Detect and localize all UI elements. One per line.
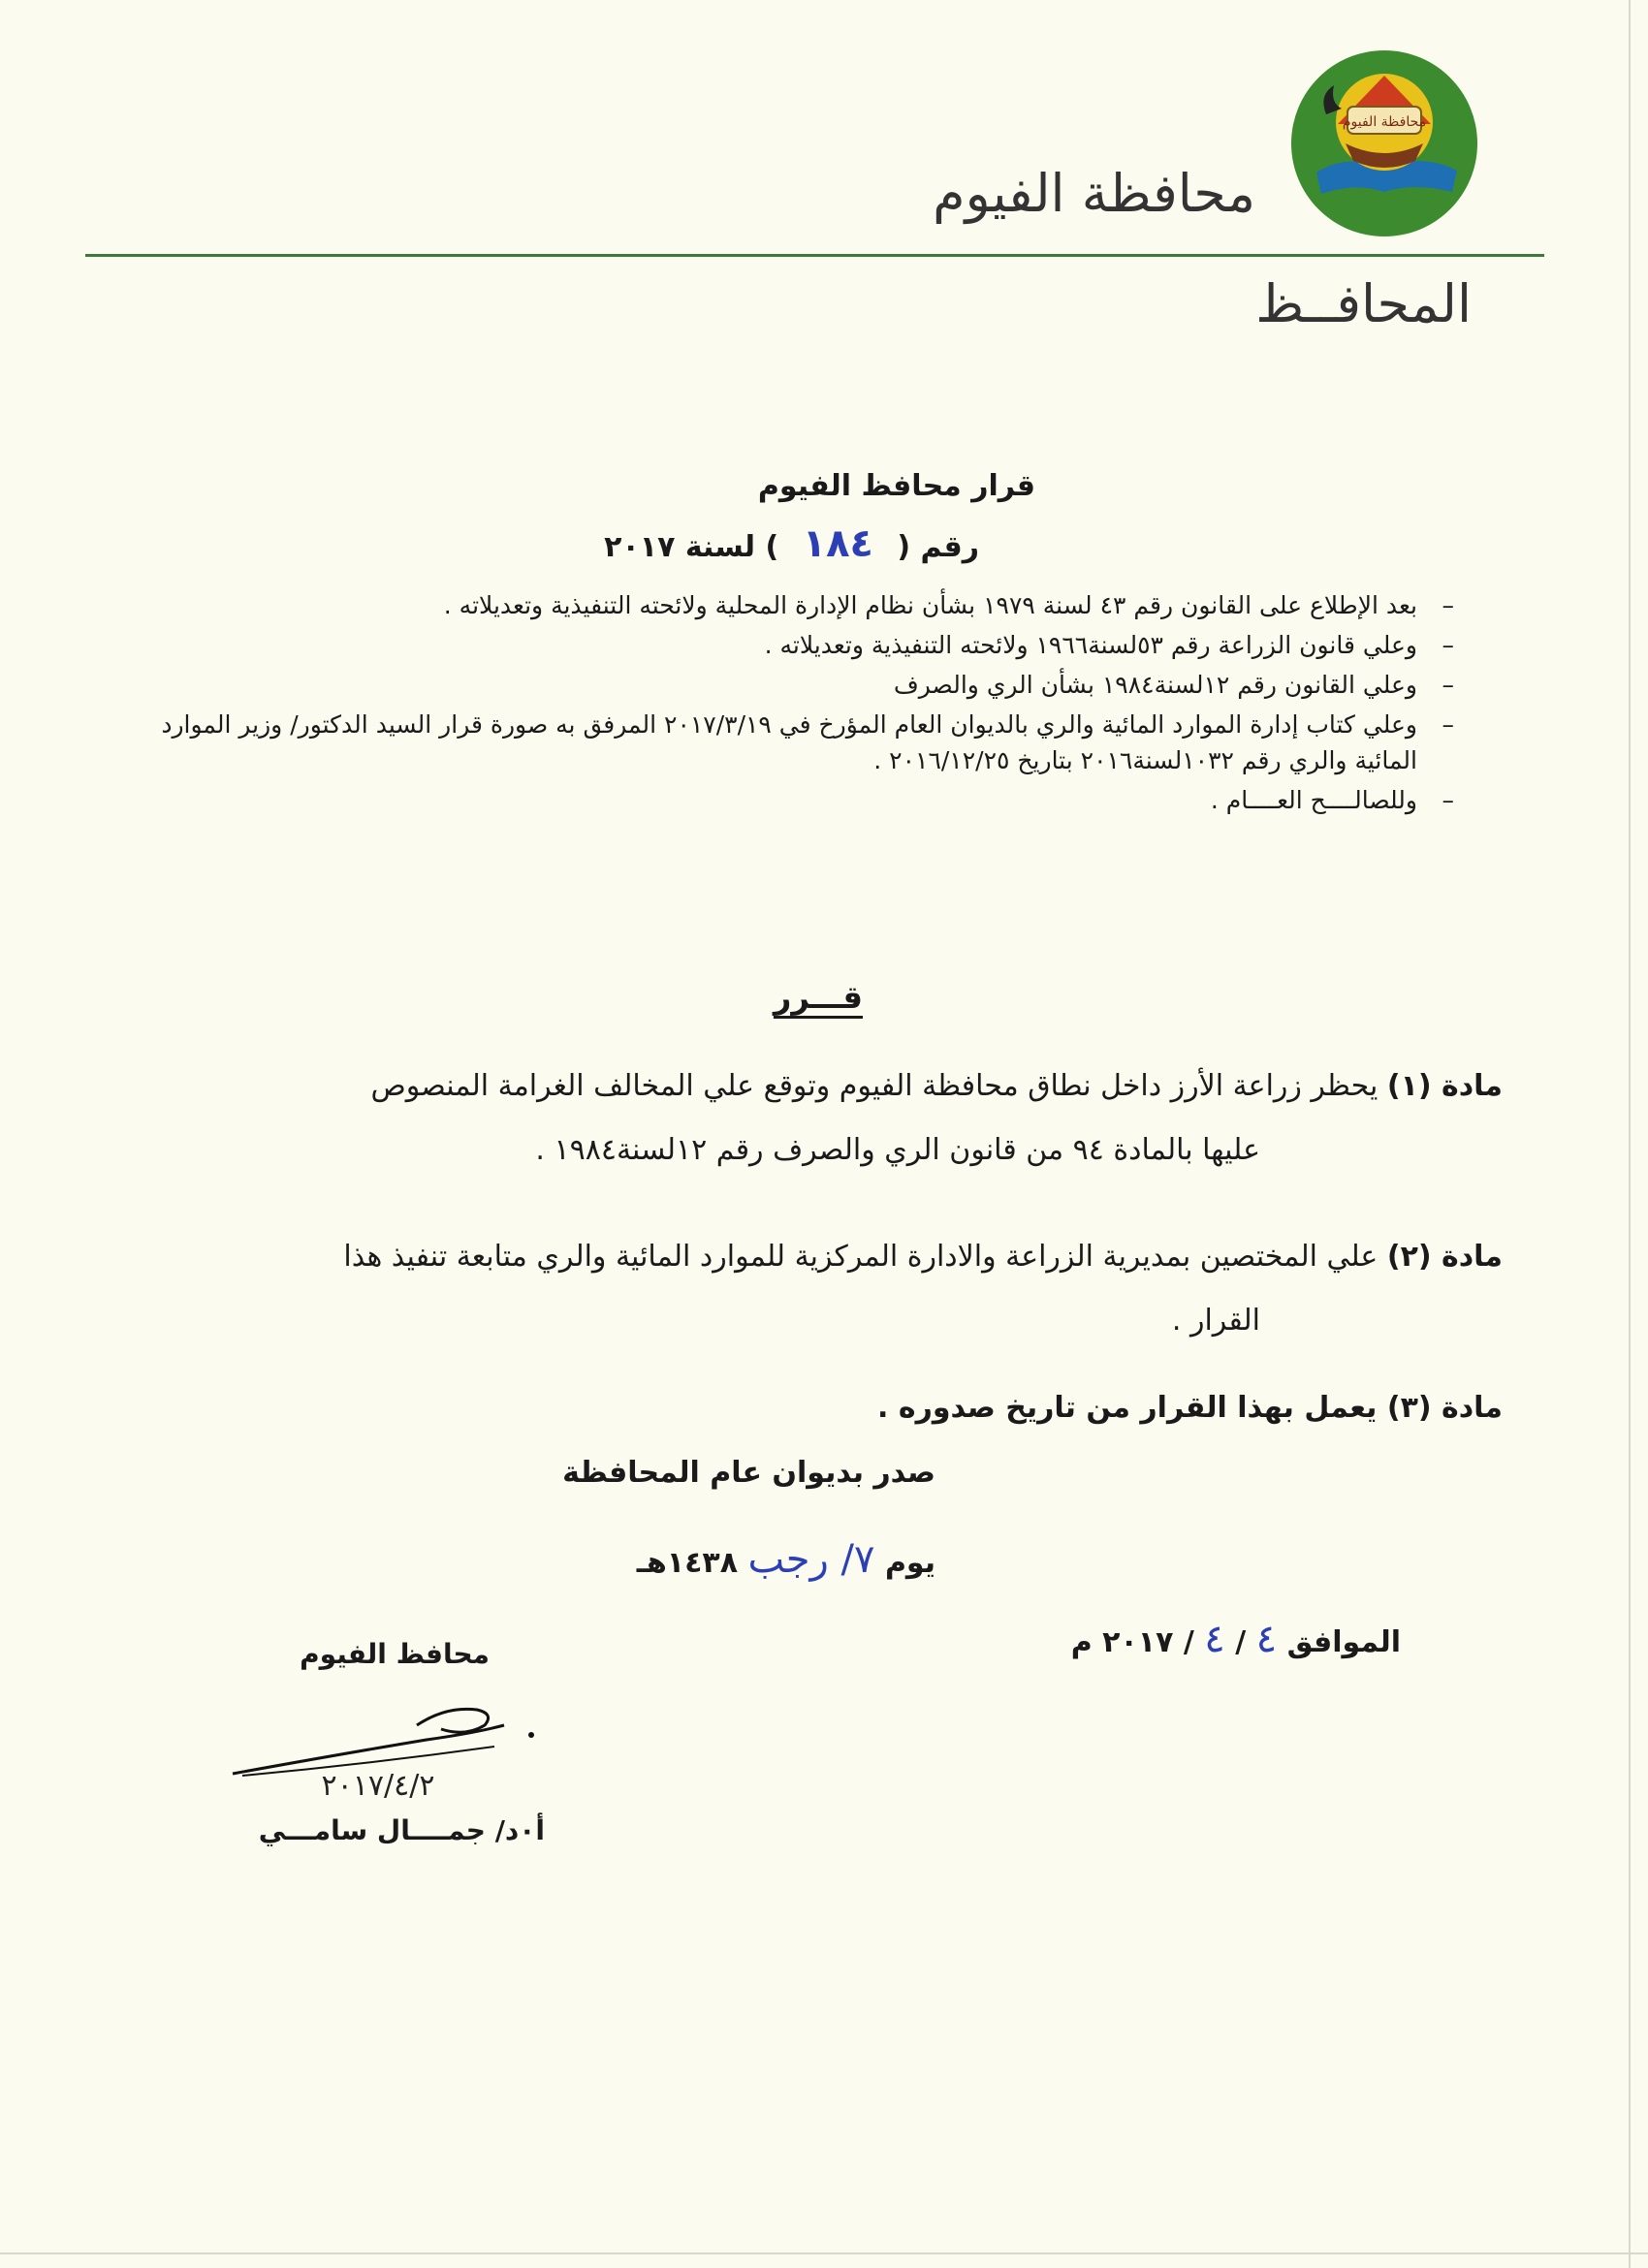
article-1 [145,1055,1503,1182]
preamble-item: – وعلي كتاب إدارة الموارد المائية والري بالديوان العام المؤرخ في ٢٠١٧/٣/١٩ المرفق به صورة قرار السيد الدكتور/ وزير الموارد المائية والري رقم ١٠٣٢لسنة٢٠١٦ بتاريخ ٢٠١٦/١٢/٢٥ . [97,707,1454,778]
decided-heading: قـــرر [773,979,863,1016]
signature-mark [223,1686,572,1812]
hijri-prefix: يوم [884,1546,935,1580]
greg-month: ٤ [1204,1617,1225,1661]
preamble-item: – وللصالــــح العــــام . [97,782,1454,818]
greg-prefix: الموافق [1286,1625,1401,1659]
governorate-logo [1287,47,1481,240]
decree-number-prefix: رقم ( [897,530,979,564]
issued-at: صدر بديوان عام المحافظة [562,1456,935,1490]
preamble-item: – وعلي قانون الزراعة رقم ٥٣لسنة١٩٦٦ ولائحته التنفيذية وتعديلاته . [97,627,1454,663]
signature-date: ٢٠١٧/٤/٢ [321,1769,435,1803]
greg-year: / ٢٠١٧ م [1070,1625,1194,1659]
preamble-item: – بعد الإطلاع على القانون رقم ٤٣ لسنة ١٩٧٩ بشأن نظام الإدارة المحلية ولائحته التنفيذية وتعديلاته . [97,587,1454,623]
page-edge-right [1629,0,1631,2268]
article-text-cont: عليها بالمادة ٩٤ من قانون الري والصرف رقم ١٢لسنة١٩٨٤ . [535,1133,1260,1167]
decree-number [604,521,979,566]
article-text-cont: القرار . [1171,1304,1260,1338]
hijri-year: ١٤٣٨هـ [636,1546,739,1580]
article-3 [145,1376,1503,1440]
greg-sep: / [1235,1625,1247,1659]
governorate-name: محافظة الفيوم [933,163,1255,224]
signer-title: محافظ الفيوم [300,1638,490,1670]
decree-number-suffix: ) لسنة ٢٠١٧ [604,530,779,564]
hijri-handwritten: ٧/ رجب [747,1537,875,1582]
office-title: المحافــظ [1255,273,1472,334]
decree-number-handwritten: ١٨٤ [802,521,873,566]
page-edge-bottom [0,2252,1648,2254]
article-label: مادة (٢) [1386,1240,1503,1274]
signer-name: أ٠د/ جمــــال سامـــي [258,1814,545,1846]
gregorian-date [334,1617,1401,1661]
article-2 [145,1225,1503,1353]
preamble-item: – وعلي القانون رقم ١٢لسنة١٩٨٤ بشأن الري والصرف [97,667,1454,703]
greg-day: ٤ [1255,1617,1278,1661]
article-text: يحظر زراعة الأرز داخل نطاق محافظة الفيوم وتوقع علي المخالف الغرامة المنصوص [370,1069,1379,1103]
article-text: يعمل بهذا القرار من تاريخ صدوره . [877,1391,1378,1425]
preamble-list [97,587,1454,822]
article-text: علي المختصين بمديرية الزراعة والادارة المركزية للموارد المائية والري متابعة تنفيذ هذا [343,1240,1379,1274]
hijri-date [637,1537,935,1582]
logo-text: محافظة الفيوم [1342,114,1427,130]
decree-title: قرار محافظ الفيوم [757,469,1036,503]
header-rule [85,254,1544,257]
article-label: مادة (١) [1386,1069,1503,1103]
article-label: مادة (٣) [1386,1391,1503,1425]
